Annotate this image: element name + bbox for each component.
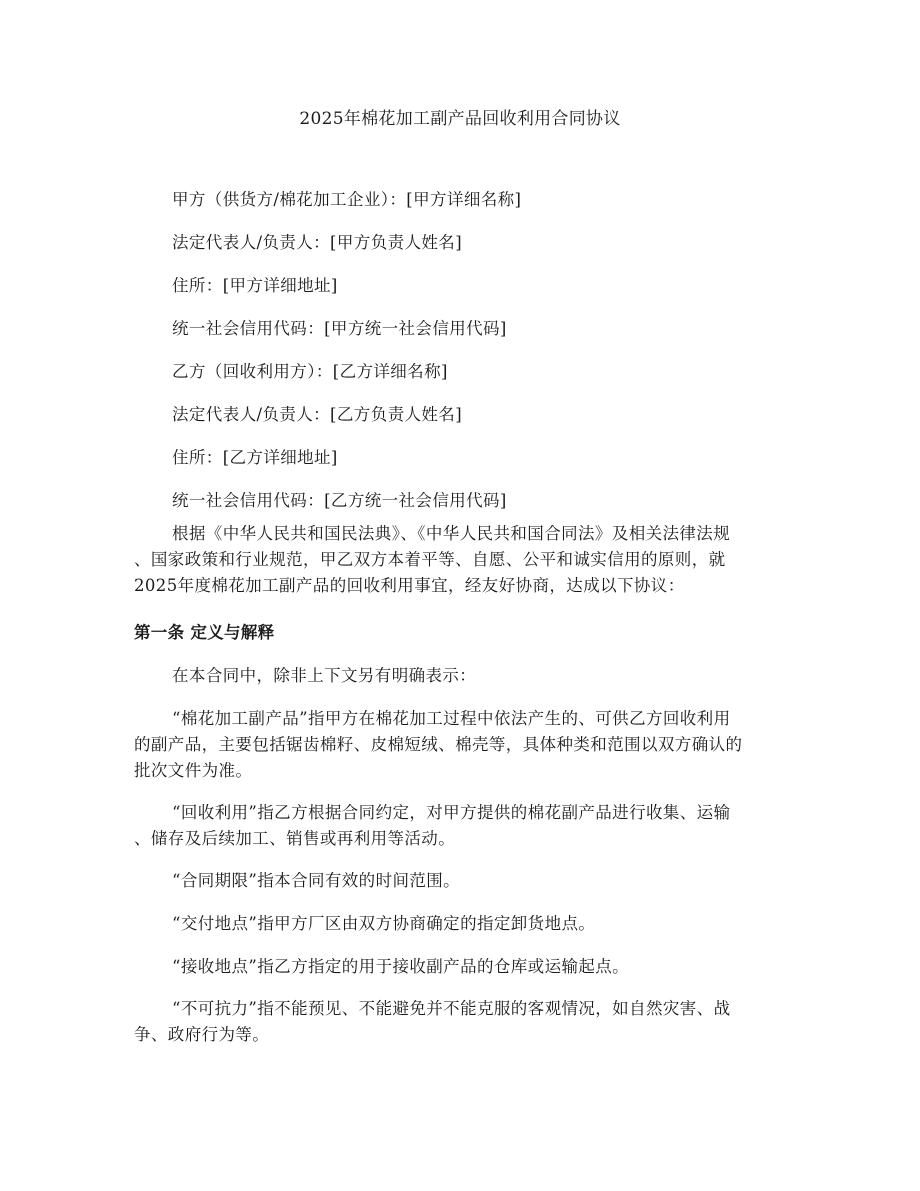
party-b-name: 乙方（回收利用方）：[乙方详细名称] [172,362,448,381]
definition-force-majeure [134,996,794,1048]
party-a-address: 住所：[甲方详细地址] [172,276,338,295]
definition-line: 、储存及后续加工、销售或再利用等活动。 [134,829,456,848]
document-title: 2025年棉花加工副产品回收利用合同协议 [299,109,621,129]
section-heading: 第一条 定义与解释 [134,623,275,642]
definition-line: “不可抗力”指不能预见、不能避免并不能克服的客观情况，如自然灾害、战 [172,999,731,1018]
preamble-line: 、国家政策和行业规范，甲乙双方本着平等、自愿、公平和诚实信用的原则，就 [134,550,726,569]
definition-line: “回收利用”指乙方根据合同约定，对甲方提供的棉花副产品进行收集、运输 [172,803,731,822]
definition-line: 争、政府行为等。 [134,1025,270,1044]
definition-receiving: “接收地点”指乙方指定的用于接收副产品的仓库或运输起点。 [172,957,630,976]
party-a-representative: 法定代表人/负责人：[甲方负责人姓名] [172,233,463,252]
definition-line: 批次文件为准。 [134,761,253,780]
definition-term: “合同期限”指本合同有效的时间范围。 [172,871,461,890]
party-b-address: 住所：[乙方详细地址] [172,448,338,467]
party-a-name: 甲方（供货方/棉花加工企业）：[甲方详细名称] [172,190,522,209]
definition-recycling [134,800,794,852]
party-a-credit-code: 统一社会信用代码：[甲方统一社会信用代码] [172,319,507,338]
party-b-representative: 法定代表人/负责人：[乙方负责人姓名] [172,405,463,424]
definition-line: 的副产品，主要包括锯齿棉籽、皮棉短绒、棉壳等，具体种类和范围以双方确认的 [134,735,743,754]
preamble-line: 2025年度棉花加工副产品的回收利用事宜，经友好协商，达成以下协议： [134,576,685,595]
preamble-line: 根据《中华人民共和国民法典》、《中华人民共和国合同法》及相关法律法规 [172,524,731,543]
definition-delivery: “交付地点”指甲方厂区由双方协商确定的指定卸货地点。 [172,914,596,933]
definition-line: “棉花加工副产品”指甲方在棉花加工过程中依法产生的、可供乙方回收利用 [172,709,731,728]
preamble-paragraph [134,521,794,599]
definition-byproduct [134,706,794,784]
section-intro: 在本合同中，除非上下文另有明确表示： [172,666,477,685]
party-b-credit-code: 统一社会信用代码：[乙方统一社会信用代码] [172,491,507,510]
